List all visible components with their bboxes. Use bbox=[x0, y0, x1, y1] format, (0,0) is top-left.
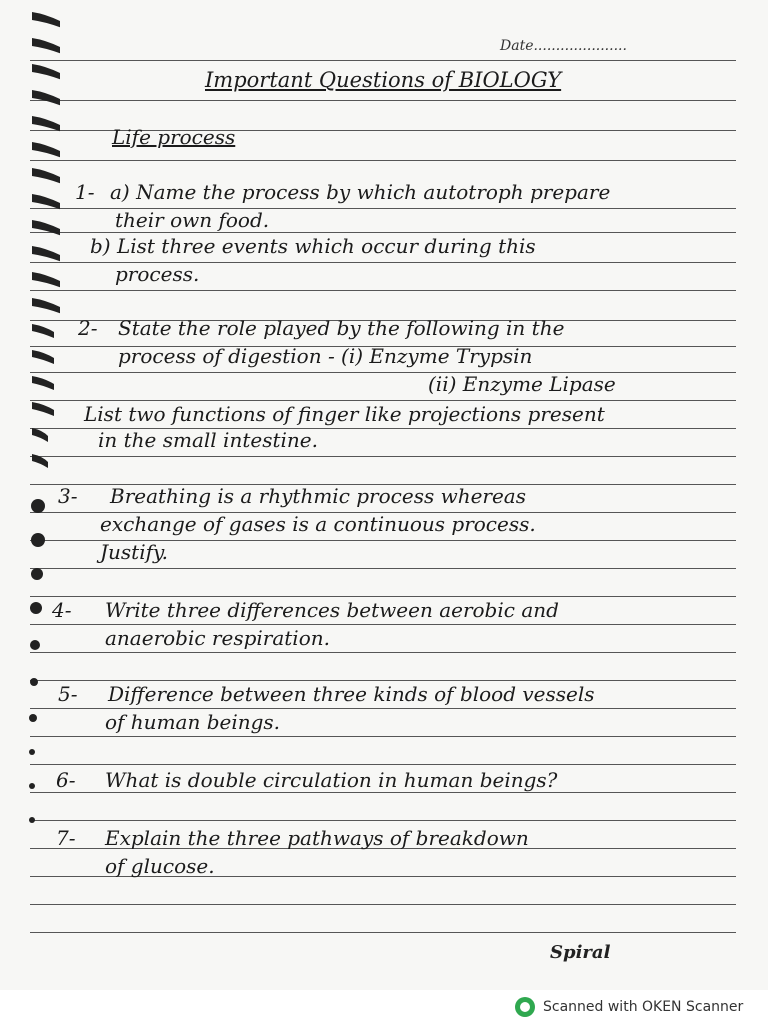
question-line: What is double circulation in human beings? bbox=[105, 768, 558, 792]
question-number: 3- bbox=[58, 484, 78, 508]
question-line: Explain the three pathways of breakdown bbox=[105, 826, 529, 850]
question-line: of human beings. bbox=[105, 710, 281, 734]
question-line: in the small intestine. bbox=[98, 428, 318, 452]
question-line: process of digestion - (i) Enzyme Trypsin bbox=[118, 344, 533, 368]
question-line: exchange of gases is a continuous process. bbox=[100, 512, 536, 536]
question-line: Difference between three kinds of blood vessels bbox=[108, 682, 595, 706]
question-line: Justify. bbox=[100, 540, 168, 564]
question-line: anaerobic respiration. bbox=[105, 626, 330, 650]
question-line: State the role played by the following in the bbox=[118, 316, 565, 340]
question-number: 6- bbox=[56, 768, 76, 792]
question-number: 2- bbox=[78, 316, 98, 340]
question-line: process. bbox=[115, 262, 200, 286]
question-line: a) Name the process by which autotroph prepare bbox=[110, 180, 611, 204]
question-line: Write three differences between aerobic and bbox=[105, 598, 559, 622]
scanner-text: Scanned with OKEN Scanner bbox=[543, 999, 744, 1015]
page-title: Important Questions of BIOLOGY bbox=[205, 68, 562, 92]
question-line: their own food. bbox=[115, 208, 270, 232]
section-heading: Life process bbox=[112, 125, 236, 149]
question-number: 7- bbox=[56, 826, 76, 850]
question-line: of glucose. bbox=[105, 854, 215, 878]
question-number: 1- bbox=[75, 180, 95, 204]
question-line: (ii) Enzyme Lipase bbox=[428, 372, 616, 396]
question-number: 5- bbox=[58, 682, 78, 706]
scanner-watermark bbox=[515, 990, 768, 1024]
question-line: List two functions of finger like projections present bbox=[84, 402, 605, 426]
spiral-binding-icon bbox=[0, 0, 60, 990]
question-line: Breathing is a rhythmic process whereas bbox=[110, 484, 526, 508]
oken-logo-icon bbox=[515, 997, 535, 1017]
question-number: 4- bbox=[52, 598, 72, 622]
notebook-brand: Spiral bbox=[550, 942, 611, 963]
question-line: b) List three events which occur during this bbox=[90, 234, 536, 258]
date-label: Date..................... bbox=[500, 38, 627, 54]
